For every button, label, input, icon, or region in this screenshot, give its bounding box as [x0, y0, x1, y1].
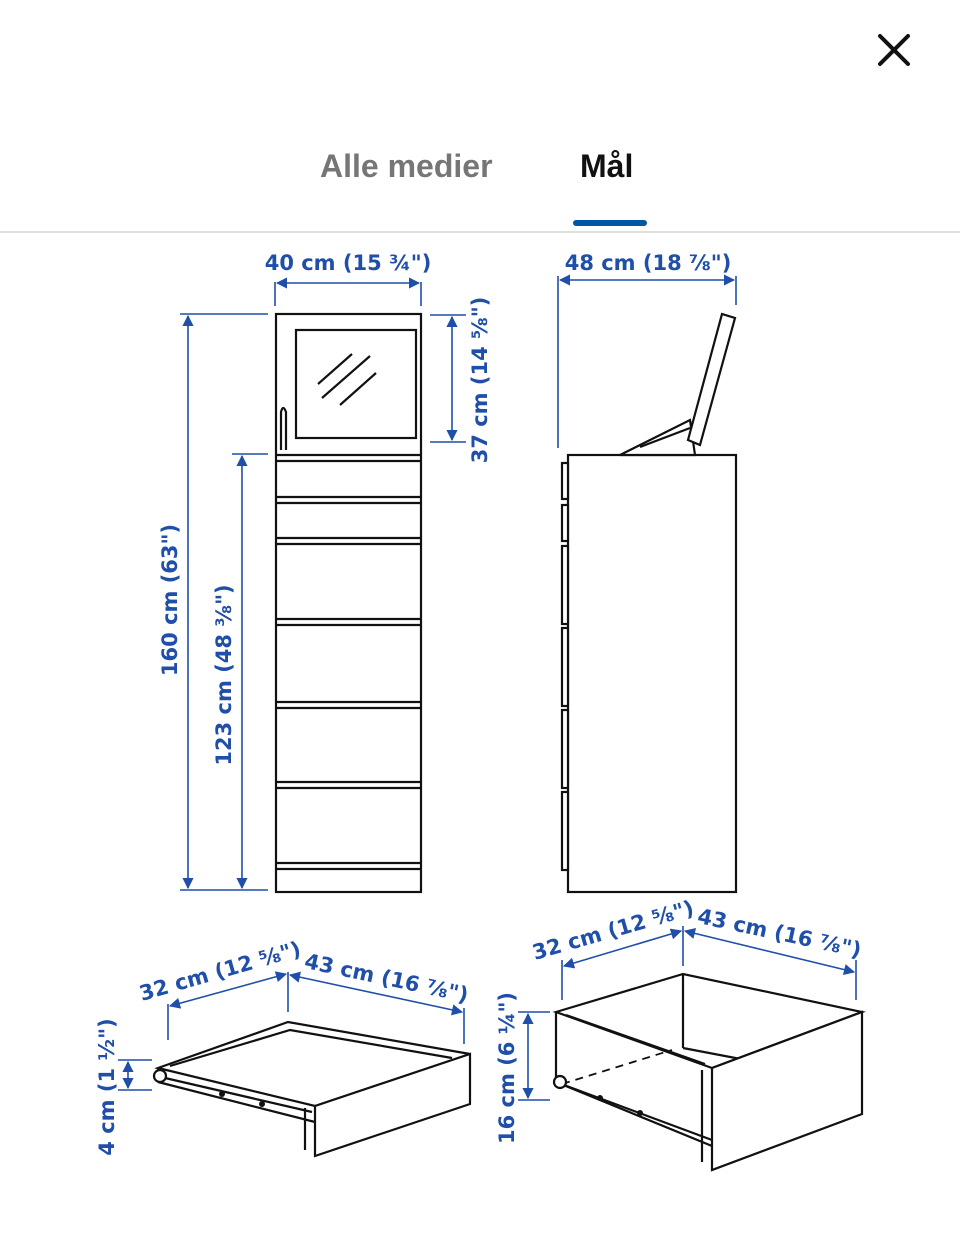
small-drawer-depth-label: 43 cm (16 ⅞") [302, 949, 471, 1008]
large-drawer [554, 974, 862, 1170]
small-drawer-height-label: 4 cm (1 ½") [95, 1018, 119, 1156]
tab-measurements[interactable]: Mål [580, 148, 634, 184]
large-drawer-width-label: 32 cm (12 ⅝") [529, 895, 697, 965]
mirror-height-label: 37 cm (14 ⅝") [468, 296, 492, 464]
top-height-label: 123 cm (48 ⅜") [212, 584, 236, 766]
tab-bar [0, 130, 960, 230]
active-tab-indicator [573, 220, 647, 226]
front-view [276, 314, 421, 892]
side-view [562, 314, 736, 892]
large-drawer-height-label: 16 cm (6 ¼") [495, 992, 519, 1144]
side-depth-label: 48 cm (18 ⅞") [564, 251, 732, 275]
tab-all-media[interactable]: Alle medier [320, 148, 493, 184]
total-height-label: 160 cm (63") [158, 523, 182, 677]
small-drawer-width-label: 32 cm (12 ⅝") [136, 936, 304, 1006]
dimension-drawing [0, 233, 960, 1245]
large-drawer-depth-label: 43 cm (16 ⅞") [695, 904, 864, 963]
close-icon [877, 33, 911, 67]
small-drawer [154, 1022, 470, 1156]
front-width-label: 40 cm (15 ¾") [264, 251, 432, 275]
close-button[interactable] [866, 22, 922, 78]
